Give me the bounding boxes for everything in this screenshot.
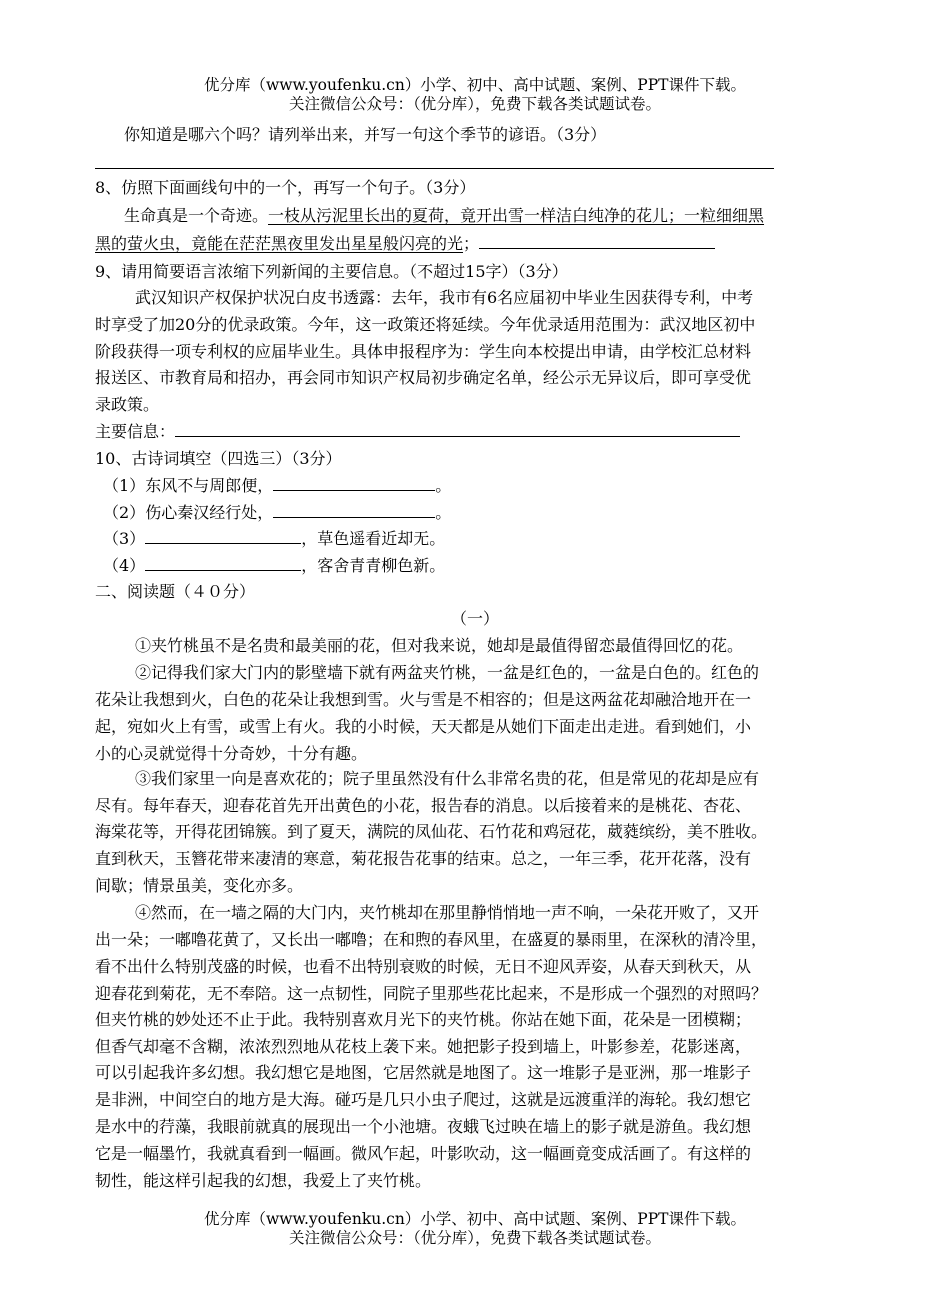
q10-item-1-end: 。 (435, 476, 452, 495)
passage-line: 它是一幅墨竹，我就真看到一幅画。微风乍起，叶影吹动，这一幅画竟变成活画了。有这样的 (95, 1144, 752, 1163)
passage-line: 海棠花等，开得花团锦簇。到了夏天，满院的凤仙花、石竹花和鸡冠花，葳蕤缤纷，美不胜收。 (95, 822, 768, 841)
q10-title: 10、古诗词填空（四选三）（3分） (95, 449, 342, 468)
q10-item-2 (103, 501, 863, 525)
q9-news-line-2: 时享受了加20分的优录政策。今年，这一政策还将延续。今年优录适用范围为：武汉地区初中 (95, 315, 756, 334)
q10-item-1-num: （1） (103, 476, 146, 495)
q8-title: 8、仿照下面画线句中的一个，再写一个句子。（3分） (95, 178, 476, 197)
passage-line: ③我们家里一向是喜欢花的；院子里虽然没有什么非常名贵的花，但是常见的花却是应有 (135, 769, 760, 788)
q10-item-4-blank[interactable] (145, 555, 301, 571)
passage-line: 直到秋天，玉簪花带来凄清的寒意，菊花报告花事的结束。总之，一年三季，花开花落，没有 (95, 849, 752, 868)
q10-item-1 (103, 474, 863, 498)
q9-news-line-1: 武汉知识产权保护状况白皮书透露：去年，我市有6名应届初中毕业生因获得专利，中考 (135, 288, 754, 307)
passage-line: ②记得我们家大门内的影壁墙下就有两盆夹竹桃，一盆是红色的，一盆是白色的。红色的 (135, 663, 760, 682)
q9-title: 9、请用简要语言浓缩下列新闻的主要信息。（不超过15字）（3分） (95, 262, 568, 281)
footer-line-2: 关注微信公众号：（优分库），免费下载各类试题试卷。 (288, 1229, 661, 1247)
q9-news-line-5: 录政策。 (95, 395, 160, 414)
page-footer (0, 1210, 950, 1248)
header-line-2: 关注微信公众号：（优分库），免费下载各类试题试卷。 (288, 95, 661, 113)
passage-line: 但夹竹桃的妙处还不止于此。我特别喜欢月光下的夹竹桃。你站在她下面，花朵是一团模糊； (95, 1010, 752, 1029)
passage-line: 是非洲，中间空白的地方是大海。碰巧是几只小虫子爬过，这就是远渡重洋的海轮。我幻想它 (95, 1090, 752, 1109)
q9-news-line-3: 阶段获得一项专利权的应届毕业生。具体申报程序为：学生向本校提出申请，由学校汇总材料 (95, 342, 752, 361)
passage-line: 迎春花到菊花，无不奉陪。这一点韧性，同院子里那些花比起来，不是形成一个强烈的对照吗？ (95, 984, 768, 1003)
passage-line: 间歇；情景虽美，变化亦多。 (95, 876, 304, 895)
q8-underlined-1: 一枝从污泥里长出的夏荷，竟开出雪一样洁白纯净的花儿；一粒细细黑 (268, 206, 765, 225)
passage-line: 看不出什么特别茂盛的时候，也看不出特别衰败的时候，无日不迎风弄姿，从春天到秋天，从 (95, 957, 752, 976)
passage-line: 可以引起我许多幻想。我幻想它是地图，它居然就是地图了。这一堆影子是亚洲，那一堆影子 (95, 1063, 752, 1082)
q8-separator: ； (463, 234, 480, 253)
q8-line-2 (95, 232, 855, 256)
passage-line: 是水中的荇藻，我眼前就真的展现出一个小池塘。夜蛾飞过映在墙上的影子就是游鱼。我幻想 (95, 1117, 752, 1136)
q9-answer-blank[interactable] (175, 421, 740, 437)
section-2-part-label: （一） (450, 609, 499, 628)
q7-continuation: 你知道是哪六个吗？请列举出来，并写一句这个季节的谚语。（3分） (124, 125, 607, 144)
passage-line: 但香气却毫不含糊，浓浓烈烈地从花枝上袭下来。她把影子投到墙上，叶影参差，花影迷离， (95, 1037, 752, 1056)
q9-answer-label: 主要信息： (95, 422, 176, 441)
q10-item-4-num: （4） (103, 556, 146, 575)
q10-item-3-num: （3） (103, 529, 146, 548)
q7-answer-line[interactable] (95, 168, 774, 169)
header-line-1: 优分库（www.youfenku.cn）小学、初中、高中试题、案例、PPT课件下载。 (203, 76, 747, 94)
q8-line-1 (124, 204, 884, 228)
q8-lead: 生命真是一个奇迹。 (124, 206, 269, 225)
passage-line: ④然而，在一墙之隔的大门内，夹竹桃却在那里静悄悄地一声不响，一朵花开败了，又开 (135, 903, 760, 922)
footer-line-1: 优分库（www.youfenku.cn）小学、初中、高中试题、案例、PPT课件下载。 (203, 1210, 747, 1228)
passage-line: 起，宛如火上有雪，或雪上有火。我的小时候，天天都是从她们下面走出走进。看到她们，小 (95, 717, 752, 736)
q8-underlined-2: 黑的萤火虫，竟能在茫茫黑夜里发出星星般闪亮的光 (95, 234, 464, 253)
q10-item-3-text: ，草色遥看近却无。 (301, 529, 446, 548)
q8-answer-blank[interactable] (479, 233, 715, 249)
passage-line: 韧性，能这样引起我的幻想，我爱上了夹竹桃。 (95, 1171, 432, 1190)
section-2-title: 二、阅读题（４０分） (95, 582, 256, 601)
q9-answer-row (95, 420, 855, 444)
passage-line: 出一朵；一嘟噜花黄了，又长出一嘟噜；在和煦的春风里，在盛夏的暴雨里，在深秋的清冷里， (95, 930, 768, 949)
passage-line: ①夹竹桃虽不是名贵和最美丽的花，但对我来说，她却是最值得留恋最值得回忆的花。 (135, 636, 744, 655)
q9-news-line-4: 报送区、市教育局和招办，再会同市知识产权局初步确定名单，经公示无异议后，即可享受优 (95, 368, 752, 387)
q10-item-4 (103, 554, 863, 578)
passage-line: 花朵让我想到火，白色的花朵让我想到雪。火与雪是不相容的；但是这两盆花却融洽地开在一 (95, 690, 752, 709)
q10-item-2-num: （2） (103, 503, 146, 522)
q10-item-2-blank[interactable] (273, 502, 435, 518)
passage-line: 尽有。每年春天，迎春花首先开出黄色的小花，报告春的消息。以后接着来的是桃花、杏花、 (95, 796, 752, 815)
passage-line: 小的心灵就觉得十分奇妙，十分有趣。 (95, 744, 368, 763)
q10-item-3-blank[interactable] (145, 528, 301, 544)
q10-item-2-text: 伤心秦汉经行处， (145, 503, 274, 522)
q10-item-3 (103, 527, 863, 551)
q10-item-1-text: 东风不与周郎便， (145, 476, 274, 495)
page-header (0, 76, 950, 114)
q10-item-4-text: ，客舍青青柳色新。 (301, 556, 446, 575)
q10-item-2-end: 。 (435, 503, 452, 522)
q10-item-1-blank[interactable] (273, 475, 435, 491)
